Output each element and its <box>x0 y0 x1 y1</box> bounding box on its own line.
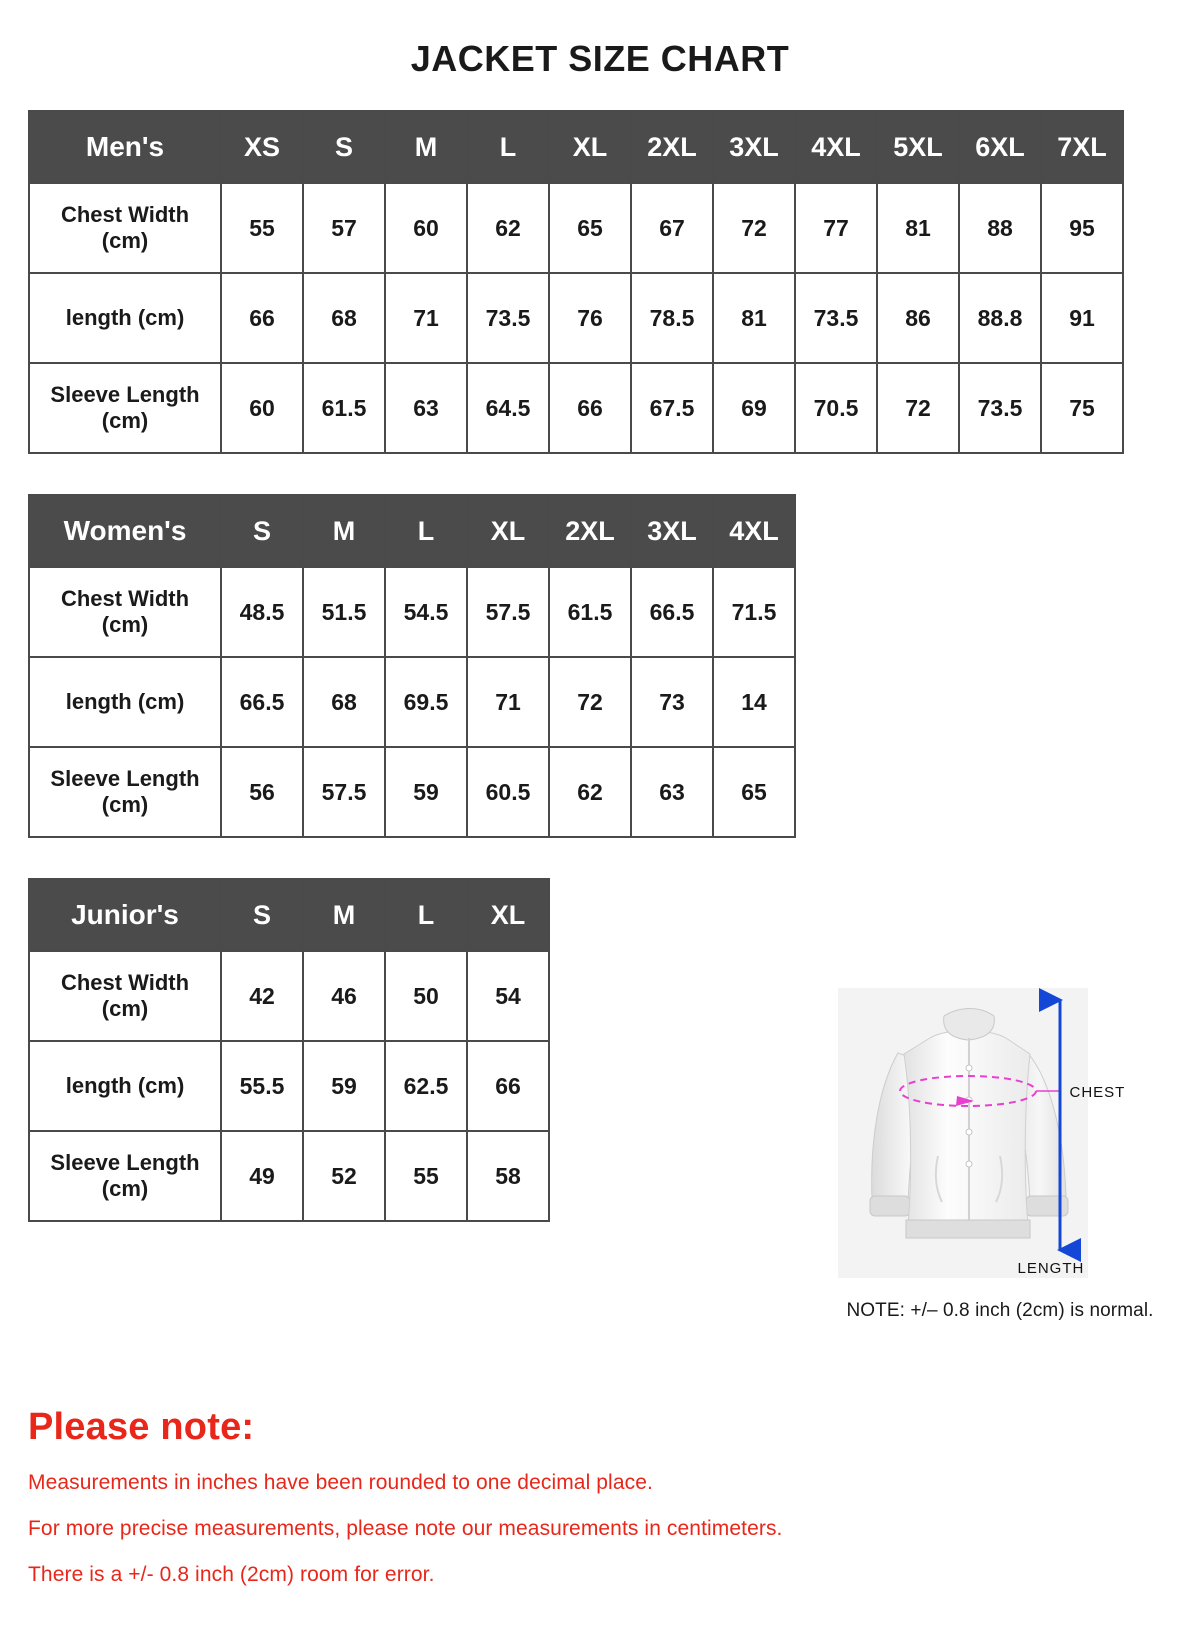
cell: 86 <box>877 273 959 363</box>
jacket-measurement-figure <box>830 958 1170 1322</box>
chest-dimension-label: CHEST <box>1069 1084 1126 1101</box>
cell: 56 <box>221 747 303 837</box>
size-header: 4XL <box>795 111 877 183</box>
row-label: Chest Width (cm) <box>29 951 221 1041</box>
page-title: JACKET SIZE CHART <box>410 38 790 79</box>
cell: 66 <box>221 273 303 363</box>
cell: 50 <box>385 951 467 1041</box>
cell: 66.5 <box>221 657 303 747</box>
size-header: M <box>385 111 467 183</box>
cell: 59 <box>303 1041 385 1131</box>
cell: 81 <box>877 183 959 273</box>
cell: 42 <box>221 951 303 1041</box>
size-header: S <box>221 495 303 567</box>
cell: 72 <box>549 657 631 747</box>
cell: 71 <box>467 657 549 747</box>
cell: 55 <box>221 183 303 273</box>
cell: 65 <box>713 747 795 837</box>
jacket-diagram-svg <box>838 958 1163 1288</box>
table-row <box>29 363 1123 453</box>
table-row <box>29 747 795 837</box>
cell: 62 <box>467 183 549 273</box>
cell: 60 <box>385 183 467 273</box>
size-header: XL <box>467 879 549 951</box>
table-row <box>29 1041 549 1131</box>
cell: 71.5 <box>713 567 795 657</box>
row-label: length (cm) <box>29 273 221 363</box>
jacket-illustration <box>838 958 1163 1288</box>
cell: 46 <box>303 951 385 1041</box>
womens-size-table <box>28 494 796 838</box>
cell: 49 <box>221 1131 303 1221</box>
cell: 60 <box>221 363 303 453</box>
row-label: length (cm) <box>29 1041 221 1131</box>
cell: 67 <box>631 183 713 273</box>
size-header: M <box>303 879 385 951</box>
cell: 88 <box>959 183 1041 273</box>
cell: 66.5 <box>631 567 713 657</box>
cell: 65 <box>549 183 631 273</box>
cell: 62.5 <box>385 1041 467 1131</box>
row-label: Sleeve Length (cm) <box>29 747 221 837</box>
cell: 59 <box>385 747 467 837</box>
cell: 54.5 <box>385 567 467 657</box>
cell: 61.5 <box>303 363 385 453</box>
row-label: Chest Width (cm) <box>29 567 221 657</box>
womens-corner-label: Women's <box>29 495 221 567</box>
cell: 66 <box>549 363 631 453</box>
cell: 88.8 <box>959 273 1041 363</box>
please-note-line: Measurements in inches have been rounded to one decimal place. <box>28 1471 653 1494</box>
cell: 68 <box>303 273 385 363</box>
row-label: Chest Width (cm) <box>29 183 221 273</box>
size-header: 2XL <box>549 495 631 567</box>
cell: 64.5 <box>467 363 549 453</box>
cell: 76 <box>549 273 631 363</box>
cell: 73.5 <box>959 363 1041 453</box>
size-header: L <box>385 495 467 567</box>
cell: 14 <box>713 657 795 747</box>
cell: 67.5 <box>631 363 713 453</box>
mens-corner-label: Men's <box>29 111 221 183</box>
table-row <box>29 1131 549 1221</box>
cell: 51.5 <box>303 567 385 657</box>
cell: 77 <box>795 183 877 273</box>
table-row <box>29 951 549 1041</box>
size-header: XL <box>549 111 631 183</box>
please-note-line: There is a +/- 0.8 inch (2cm) room for error. <box>28 1563 435 1586</box>
cell: 63 <box>631 747 713 837</box>
size-header: 3XL <box>713 111 795 183</box>
size-header: 4XL <box>713 495 795 567</box>
cell: 48.5 <box>221 567 303 657</box>
cell: 69 <box>713 363 795 453</box>
size-header: 2XL <box>631 111 713 183</box>
size-header: 5XL <box>877 111 959 183</box>
table-row <box>29 657 795 747</box>
cell: 72 <box>713 183 795 273</box>
juniors-corner-label: Junior's <box>29 879 221 951</box>
cell: 54 <box>467 951 549 1041</box>
size-header: 6XL <box>959 111 1041 183</box>
size-header: L <box>467 111 549 183</box>
cell: 69.5 <box>385 657 467 747</box>
cell: 81 <box>713 273 795 363</box>
size-header: 7XL <box>1041 111 1123 183</box>
cell: 57.5 <box>467 567 549 657</box>
please-note-line: For more precise measurements, please note our measurements in centimeters. <box>28 1517 783 1540</box>
cell: 63 <box>385 363 467 453</box>
table-row <box>29 567 795 657</box>
row-label: Sleeve Length (cm) <box>29 363 221 453</box>
size-chart-page <box>0 38 1200 1648</box>
size-header: L <box>385 879 467 951</box>
cell: 57 <box>303 183 385 273</box>
size-header: 3XL <box>631 495 713 567</box>
mens-size-table <box>28 110 1124 454</box>
row-label: length (cm) <box>29 657 221 747</box>
table-header-row <box>29 879 549 951</box>
cell: 95 <box>1041 183 1123 273</box>
cell: 73 <box>631 657 713 747</box>
size-header: S <box>303 111 385 183</box>
cell: 70.5 <box>795 363 877 453</box>
cell: 55.5 <box>221 1041 303 1131</box>
cell: 78.5 <box>631 273 713 363</box>
cell: 62 <box>549 747 631 837</box>
table-row <box>29 273 1123 363</box>
length-dimension-label: LENGTH <box>1017 1260 1085 1277</box>
row-label: Sleeve Length (cm) <box>29 1131 221 1221</box>
table-header-row <box>29 111 1123 183</box>
cell: 58 <box>467 1131 549 1221</box>
cell: 66 <box>467 1041 549 1131</box>
cell: 73.5 <box>795 273 877 363</box>
cell: 57.5 <box>303 747 385 837</box>
size-header: S <box>221 879 303 951</box>
please-note-heading: Please note: <box>28 1406 255 1448</box>
cell: 61.5 <box>549 567 631 657</box>
figure-note: NOTE: +/– 0.8 inch (2cm) is normal. <box>846 1300 1154 1321</box>
size-header: XS <box>221 111 303 183</box>
size-header: XL <box>467 495 549 567</box>
size-header: M <box>303 495 385 567</box>
cell: 60.5 <box>467 747 549 837</box>
cell: 68 <box>303 657 385 747</box>
cell: 75 <box>1041 363 1123 453</box>
cell: 91 <box>1041 273 1123 363</box>
cell: 52 <box>303 1131 385 1221</box>
table-row <box>29 183 1123 273</box>
cell: 73.5 <box>467 273 549 363</box>
cell: 72 <box>877 363 959 453</box>
cell: 55 <box>385 1131 467 1221</box>
please-note-section <box>28 1406 1028 1609</box>
juniors-size-table <box>28 878 550 1222</box>
table-header-row <box>29 495 795 567</box>
cell: 71 <box>385 273 467 363</box>
